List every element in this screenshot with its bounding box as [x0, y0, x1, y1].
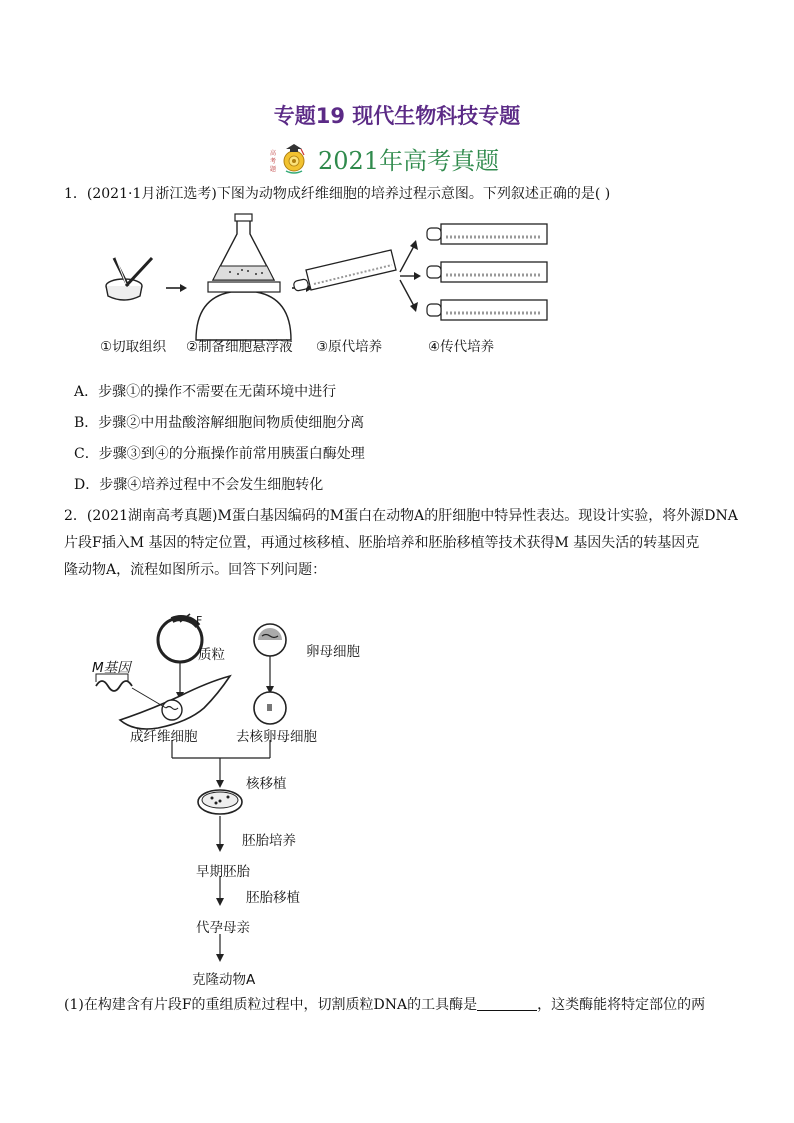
q1-stem: 1．(2021·1月浙江选考)下图为动物成纤维细胞的培养过程示意图。下列叙述正确的是( ): [64, 186, 611, 202]
q1-option-a: A．步骤①的操作不需要在无菌环境中进行: [74, 384, 337, 400]
step-4-label: ④传代培养: [428, 339, 495, 355]
m-gene-icon: [96, 681, 132, 691]
egg-cell-label: 卵母细胞: [306, 644, 360, 660]
subtitle-block: [268, 140, 499, 176]
q1-option-c: C．步骤③到④的分瓶操作前常用胰蛋白酶处理: [74, 446, 365, 462]
step-3-label: ③原代培养: [316, 339, 383, 355]
q1-option-b: B．步骤②中用盐酸溶解细胞间物质使细胞分离: [74, 415, 365, 431]
subculture-flasks-icon: [427, 224, 547, 320]
q2-sub1-prefix: (1)在构建含有片段F的重组质粒过程中，切割质粒DNA的工具酶是: [64, 997, 478, 1013]
q2-subquestion-1: [64, 992, 740, 1019]
nuclear-transfer-label: 核移植: [246, 776, 287, 792]
fibroblast-label: 成纤维细胞: [130, 729, 198, 745]
q2-stem-line-2: 片段F插入M 基因的特定位置，再通过核移植、胚胎培养和胚胎移植等技术获得M 基因失活的转基因克: [64, 535, 700, 551]
step-1-label: ①切取组织: [100, 339, 167, 355]
q2-stem-line-1: 2．(2021湖南高考真题)M蛋白基因编码的M蛋白在动物A的肝细胞中特异性表达。现设计实验，将外源DNA: [64, 508, 738, 524]
embryo-transfer-label: 胚胎移植: [246, 890, 300, 906]
svg-text:高: 高: [270, 150, 277, 157]
early-embryo-label: 早期胚胎: [196, 864, 250, 880]
section-subtitle: 2021年高考真题: [318, 146, 500, 175]
enucleated-egg-label: 去核卵母细胞: [236, 729, 317, 745]
svg-text:题: 题: [270, 166, 277, 173]
page-title: 专题19 现代生物科技专题: [273, 104, 521, 128]
fragment-f-label: F: [196, 614, 203, 627]
embryo-culture-label: 胚胎培养: [242, 833, 296, 849]
culture-flask-icon: [293, 250, 396, 291]
plasmid-label: 质粒: [198, 647, 225, 663]
q2-stem: [64, 503, 740, 584]
svg-text:考: 考: [270, 158, 277, 165]
q1-option-d: D．步骤④培养过程中不会发生细胞转化: [74, 477, 324, 493]
m-gene-label: M基因: [92, 660, 131, 676]
surrogate-mother-label: 代孕母亲: [196, 920, 250, 936]
cloned-animal-label: 克隆动物A: [192, 972, 256, 988]
dissection-dish-icon: [106, 258, 152, 300]
q2-sub1-suffix: ，这类酶能将特定部位的两: [537, 997, 706, 1013]
answer-blank[interactable]: [477, 996, 537, 1011]
q2-stem-line-3: 隆动物A，流程如图所示。回答下列问题：: [64, 562, 327, 578]
step-2-label: ②制备细胞悬浮液: [186, 339, 293, 355]
mascot-icon: [268, 141, 312, 175]
stirrer-flask-icon: [196, 214, 291, 340]
